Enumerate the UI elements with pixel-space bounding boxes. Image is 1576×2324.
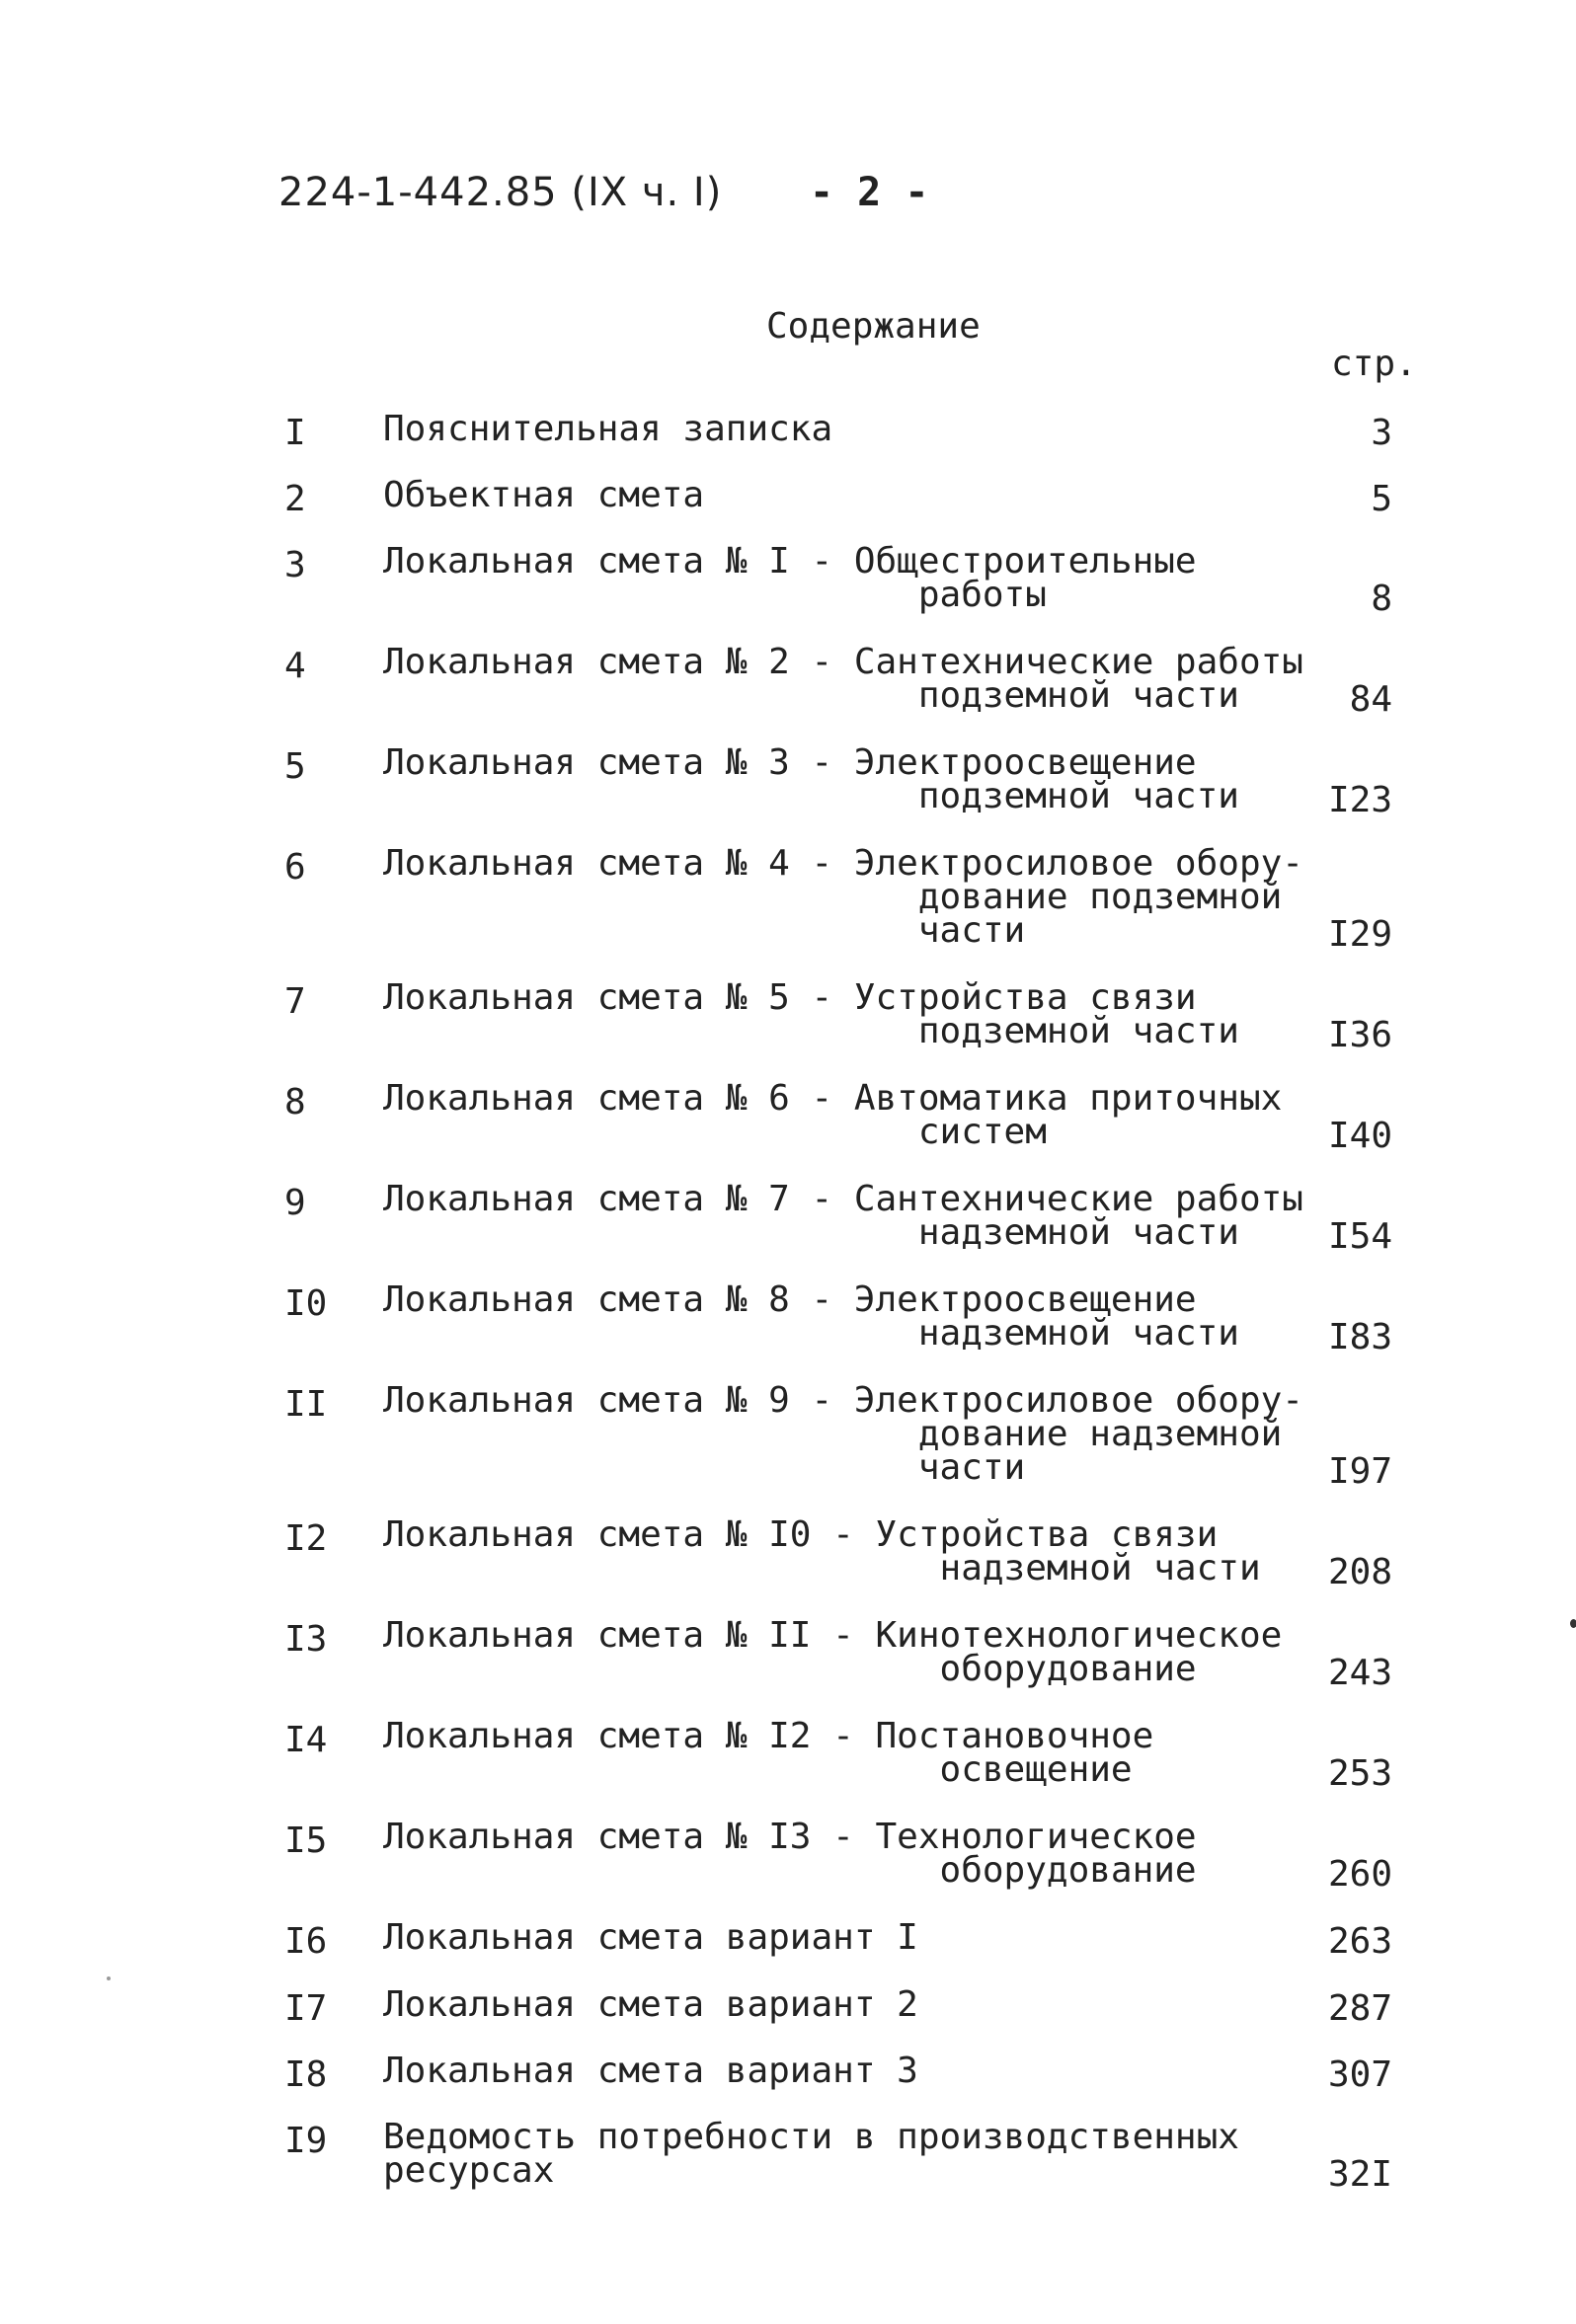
- toc-entry-text: Объектная смета: [383, 475, 705, 515]
- toc-entry-text: Пояснительная записка: [383, 409, 833, 449]
- toc-entry-page: 253: [1327, 1753, 1392, 1794]
- toc-entry-text: Локальная смета вариант 3: [383, 2051, 918, 2091]
- toc-entry-number: I6: [284, 1921, 328, 1962]
- toc-entry-number: 4: [284, 646, 306, 686]
- scan-speck: [1570, 1619, 1576, 1628]
- scan-speck: [107, 1976, 111, 1980]
- toc-entry-text: Локальная смета № 8 - Электроосвещение надземной части: [383, 1279, 1239, 1354]
- toc-entry-text: Локальная смета № 3 - Электроосвещение подземной части: [383, 742, 1239, 816]
- toc-entry-text: Локальная смета вариант 2: [383, 1984, 918, 2025]
- toc-entry-number: 7: [284, 981, 306, 1022]
- toc-entry-number: 9: [284, 1183, 306, 1223]
- toc-entry-number: I4: [284, 1720, 328, 1760]
- toc-entry-text: Локальная смета № I0 - Устройства связи надземной части: [383, 1514, 1261, 1588]
- toc-entry-page: I23: [1327, 780, 1392, 820]
- toc-entry-page: I36: [1327, 1015, 1392, 1055]
- page-number: - 2 -: [810, 170, 929, 215]
- toc-entry-text: Локальная смета № I2 - Постановочное освещение: [383, 1716, 1154, 1790]
- toc-entry-page: I97: [1327, 1451, 1392, 1492]
- toc-entry-number: I8: [284, 2054, 328, 2095]
- toc-entry-number: 5: [284, 746, 306, 787]
- toc-entry-text: Локальная смета № 5 - Устройства связи подземной части: [383, 977, 1239, 1051]
- toc-entry-page: I29: [1327, 914, 1392, 955]
- toc-entry-page: I54: [1327, 1216, 1392, 1257]
- toc-entry-text: Локальная смета № II - Кинотехнологическое оборудование: [383, 1615, 1283, 1689]
- toc-entry-text: Локальная смета № 7 - Сантехнические работы надземной части: [383, 1179, 1303, 1253]
- toc-entry-number: 2: [284, 479, 306, 519]
- toc-entry-number: I7: [284, 1988, 328, 2029]
- toc-entry-page: 32I: [1327, 2154, 1392, 2195]
- toc-entry-page: 208: [1327, 1552, 1392, 1592]
- toc-entry-number: 3: [284, 545, 306, 585]
- toc-entry-page: 263: [1327, 1921, 1392, 1962]
- toc-entry-page: I40: [1327, 1116, 1392, 1156]
- toc-entry-text: Локальная смета вариант I: [383, 1917, 918, 1958]
- toc-entry-text: Локальная смета № 6 - Автоматика приточных систем: [383, 1078, 1283, 1152]
- toc-entry-page: 243: [1327, 1653, 1392, 1693]
- toc-entry-text: Ведомость потребности в производственных ресурсах: [383, 2117, 1239, 2191]
- toc-entry-page: 84: [1349, 679, 1392, 720]
- toc-entry-number: II: [284, 1384, 328, 1425]
- toc-entry-text: Локальная смета № 9 - Электросиловое обору- дование надземной части: [383, 1380, 1303, 1488]
- toc-entry-text: Локальная смета № I3 - Технологическое оборудование: [383, 1817, 1197, 1891]
- toc-entry-number: I5: [284, 1820, 328, 1861]
- toc-entry-number: 8: [284, 1082, 306, 1123]
- toc-entry-page: 5: [1371, 479, 1392, 519]
- toc-entry-number: I0: [284, 1283, 328, 1324]
- toc-entry-page: 307: [1327, 2054, 1392, 2095]
- toc-title: Содержание: [766, 306, 981, 347]
- page-column-header: стр.: [1331, 344, 1417, 384]
- toc-entry-text: Локальная смета № I - Общестроительные работы: [383, 541, 1197, 615]
- document-code: 224-1-442.85 (IX ч. I): [278, 170, 723, 215]
- toc-entry-text: Локальная смета № 4 - Электросиловое обору- дование подземной части: [383, 843, 1303, 951]
- toc-entry-page: 3: [1371, 413, 1392, 453]
- toc-entry-page: 287: [1327, 1988, 1392, 2029]
- toc-entry-number: I3: [284, 1619, 328, 1660]
- toc-entry-number: I9: [284, 2121, 328, 2161]
- toc-entry-number: 6: [284, 847, 306, 888]
- toc-entry-page: 260: [1327, 1854, 1392, 1895]
- toc-entry-page: 8: [1371, 579, 1392, 619]
- toc-entry-page: I83: [1327, 1317, 1392, 1357]
- toc-entry-text: Локальная смета № 2 - Сантехнические работы подземной части: [383, 642, 1303, 716]
- toc-entry-number: I: [284, 413, 306, 453]
- toc-entry-number: I2: [284, 1518, 328, 1559]
